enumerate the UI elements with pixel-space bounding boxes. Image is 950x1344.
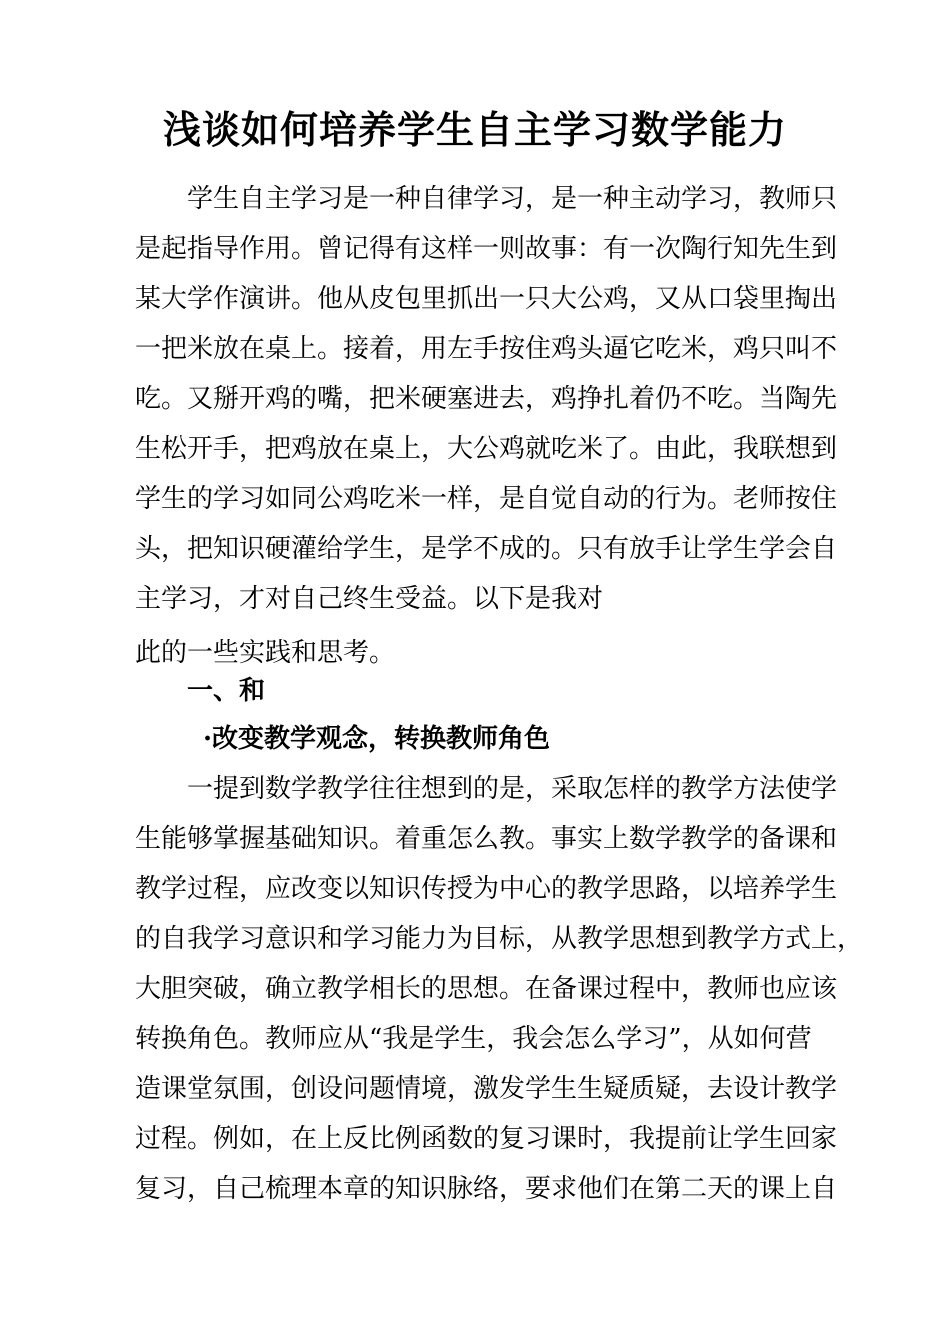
section-subheading: ·改变教学观念，转换教师角色 — [203, 724, 551, 754]
paragraph-line: 造课堂氛围，创设问题情境，激发学生生疑质疑，去设计教学 — [135, 1074, 838, 1104]
document-title: 浅谈如何培养学生自主学习数学能力 — [162, 108, 787, 152]
paragraph-line: 一把米放在桌上。接着，用左手按住鸡头逼它吃米，鸡只叫不 — [135, 334, 838, 364]
paragraph-line: 某大学作演讲。他从皮包里抓出一只大公鸡，又从口袋里掏出 — [135, 284, 838, 314]
paragraph-line: 学生的学习如同公鸡吃米一样，是自觉自动的行为。老师按住 — [135, 484, 838, 514]
paragraph-line: 复习，自己梳理本章的知识脉络，要求他们在第二天的课上自 — [135, 1174, 838, 1204]
paragraph-line: 过程。例如，在上反比例函数的复习课时，我提前让学生回家 — [135, 1124, 838, 1154]
paragraph-line: 头，把知识硬灌给学生，是学不成的。只有放手让学生学会自 — [135, 534, 838, 564]
paragraph-line: 主学习，才对自己终生受益。以下是我对 — [135, 584, 604, 614]
paragraph-line: 生松开手，把鸡放在桌上，大公鸡就吃米了。由此，我联想到 — [135, 434, 838, 464]
paragraph-line: 是起指导作用。曾记得有这样一则故事：有一次陶行知先生到 — [135, 234, 838, 264]
paragraph-line: 一提到数学教学往往想到的是，采取怎样的教学方法使学 — [187, 774, 838, 804]
paragraph-line: 教学过程，应改变以知识传授为中心的教学思路，以培养学生 — [135, 874, 838, 904]
paragraph-line: 的自我学习意识和学习能力为目标，从教学思想到教学方式上， — [135, 924, 864, 954]
paragraph-line: 学生自主学习是一种自律学习，是一种主动学习，教师只 — [187, 184, 838, 214]
paragraph-line: 转换角色。教师应从“我是学生，我会怎么学习”，从如何营 — [135, 1024, 812, 1054]
paragraph-line: 此的一些实践和思考。 — [135, 638, 396, 668]
paragraph-line: 生能够掌握基础知识。着重怎么教。事实上数学教学的备课和 — [135, 824, 838, 854]
section-heading: 一、和 — [187, 676, 266, 706]
paragraph-line: 大胆突破，确立教学相长的思想。在备课过程中，教师也应该 — [135, 974, 838, 1004]
paragraph-line: 吃。又掰开鸡的嘴，把米硬塞进去，鸡挣扎着仍不吃。当陶先 — [135, 384, 838, 414]
